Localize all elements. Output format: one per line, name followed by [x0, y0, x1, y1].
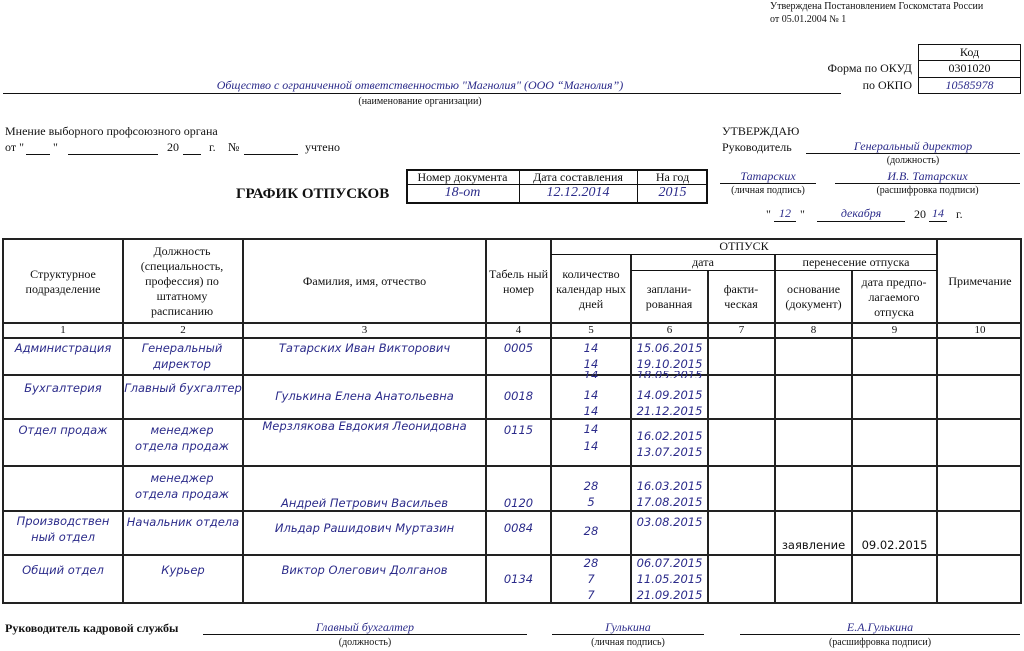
cell-dept: Бухгалтерия: [24, 381, 102, 395]
header-basis: основание (документ): [785, 282, 842, 311]
union-accounted: учтено: [305, 140, 341, 154]
codes-header: Код: [959, 45, 980, 59]
okpo-label: по ОКПО: [862, 78, 912, 92]
col-number: 9: [891, 324, 898, 336]
union-year-field[interactable]: [183, 154, 201, 155]
approve-decoding: И.В. Татарских: [887, 169, 968, 183]
approve-decoding-caption: (расшифровка подписи): [876, 185, 979, 196]
approval-note-line2: от 05.01.2004 № 1: [770, 14, 847, 25]
doc-number-label: Номер документа: [417, 170, 508, 184]
organization-line: [3, 93, 841, 94]
cell-position: менеджер отдела продаж: [134, 471, 230, 501]
cell-days: 7: [587, 572, 595, 586]
cell-planned: 16.02.2015: [636, 429, 703, 443]
footer-position-caption: (должность): [338, 637, 392, 648]
approve-signature-line: [720, 183, 816, 184]
cell-planned: 06.07.2015: [636, 556, 703, 570]
doc-number: 18-от: [444, 185, 481, 200]
cell-days: 14: [583, 341, 599, 355]
header-dept: Структурное подразделение: [25, 266, 101, 296]
cell-name: Татарских Иван Викторович: [278, 341, 451, 355]
document-title: ГРАФИК ОТПУСКОВ: [236, 186, 390, 202]
cell-name: Мерзлякова Евдокия Леонидовна: [262, 419, 467, 433]
approve-position: Генеральный директор: [853, 139, 973, 153]
col-number: 3: [361, 324, 368, 336]
header-tab: Табель ный номер: [489, 266, 548, 296]
cell-dept: Отдел продаж: [18, 423, 108, 437]
approve-position-line: [806, 153, 1020, 154]
approve-day-line: [774, 221, 796, 222]
footer-signature-line: [552, 634, 704, 635]
cell-name: Андрей Петрович Васильев: [280, 496, 448, 510]
header-days: количество календар ных дней: [556, 267, 626, 311]
cell-planned: 18.05.2015: [636, 371, 703, 378]
cell-name: Ильдар Рашидович Муртазин: [274, 521, 455, 535]
cell-position: менеджер отдела продаж: [134, 423, 230, 453]
approve-year-line: [929, 221, 947, 222]
cell-days: 14: [583, 371, 599, 378]
header-name: Фамилия, имя, отчество: [302, 274, 427, 288]
doc-year-label: На год: [655, 170, 690, 184]
cell-dept: Администрация: [14, 341, 112, 355]
footer-label: Руководитель кадровой службы: [5, 621, 179, 635]
cell-basis: заявление: [781, 538, 846, 552]
union-quote: ": [53, 140, 58, 154]
cell-tab: 0134: [503, 572, 534, 586]
union-number-field[interactable]: [244, 154, 298, 155]
doc-date: 12.12.2014: [546, 185, 610, 200]
cell-days: 7: [587, 588, 595, 602]
header-transfer-group: перенесение отпуска: [802, 255, 910, 269]
cell-dept: Производствен ный отдел: [16, 514, 110, 544]
approval-note: [770, 0, 983, 26]
cell-planned: 16.03.2015: [636, 479, 703, 493]
cell-planned: 03.08.2015: [636, 515, 703, 529]
cell-planned: 15.06.2015: [636, 341, 703, 355]
cell-planned: 17.08.2015: [636, 495, 703, 509]
footer-position-line: [203, 634, 527, 635]
approve-quote-open: ": [766, 207, 771, 221]
footer-decoding: Е.А.Гулькина: [846, 620, 914, 634]
cell-days: 14: [583, 357, 599, 371]
organization-caption: (наименование организации): [358, 96, 482, 107]
col-number: 1: [60, 324, 66, 336]
footer-signature-caption: (личная подпись): [591, 637, 665, 648]
header-note: Примечание: [948, 274, 1012, 288]
cell-planned: 13.07.2015: [636, 445, 703, 459]
col-number: 7: [738, 324, 745, 336]
header-planned: заплани- рованная: [645, 282, 693, 311]
approve-month-line: [817, 221, 905, 222]
union-title: Мнение выборного профсоюзного органа: [5, 124, 218, 138]
cell-position: Начальник отдела: [126, 515, 240, 529]
cell-days: 14: [583, 422, 599, 436]
approve-head-label: Руководитель: [722, 140, 792, 154]
cell-days: 28: [583, 479, 599, 493]
cell-tab: 0120: [503, 496, 534, 510]
okud-value: 0301020: [948, 61, 991, 75]
cell-days: 5: [587, 495, 595, 509]
approve-year-suffix: г.: [956, 207, 963, 221]
cell-dept: Общий отдел: [22, 563, 104, 577]
cell-days: 14: [583, 439, 599, 453]
approve-position-caption: (должность): [886, 155, 940, 166]
cell-planned: 19.10.2015: [636, 357, 703, 371]
union-month-field[interactable]: [68, 154, 158, 155]
approve-signature-caption: (личная подпись): [731, 185, 805, 196]
cell-planned: 21.09.2015: [636, 588, 703, 602]
union-year-suffix: г.: [209, 140, 216, 154]
cell-days: 28: [583, 556, 599, 570]
col-number: 10: [974, 324, 986, 336]
cell-planned: 14.09.2015: [636, 388, 703, 402]
approve-year: 14: [932, 206, 944, 220]
col-number: 6: [666, 324, 673, 336]
header-date-group: дата: [692, 255, 714, 269]
header-actual: факти- ческая: [723, 282, 759, 311]
okud-label: Форма по ОКУД: [827, 61, 912, 75]
cell-planned: 11.05.2015: [636, 572, 703, 586]
cell-tab: 0005: [503, 341, 534, 355]
cell-days: 14: [583, 388, 599, 402]
header-expected: дата предпо- лагаемого отпуска: [861, 274, 927, 319]
approve-decoding-line: [835, 183, 1020, 184]
col-number: 2: [180, 324, 186, 336]
union-year-prefix: 20: [167, 140, 179, 154]
approve-quote-close: ": [800, 207, 805, 221]
cell-days: 14: [583, 404, 599, 418]
footer-signature: Гулькина: [605, 620, 651, 634]
organization-name: Общество с ограниченной ответственностью "Магнолия" (ООО “Магнолия”): [216, 78, 624, 92]
cell-expected: 09.02.2015: [861, 538, 928, 552]
doc-date-label: Дата составления: [533, 170, 623, 184]
header-vacation: ОТПУСК: [719, 239, 769, 253]
cell-name: Гулькина Елена Анатольевна: [275, 389, 454, 403]
footer-decoding-line: [740, 634, 1020, 635]
cell-planned: 21.12.2015: [636, 404, 703, 418]
cell-name: Виктор Олегович Долганов: [281, 563, 448, 577]
approve-month: декабря: [840, 206, 882, 220]
col-number: 4: [515, 324, 522, 336]
approval-note-line1: Утверждена Постановлением Госкомстата России: [770, 1, 984, 12]
approve-title: УТВЕРЖДАЮ: [722, 124, 800, 138]
cell-position: Главный бухгалтер: [124, 381, 242, 395]
cell-days: 28: [583, 524, 599, 538]
footer-decoding-caption: (расшифровка подписи): [828, 637, 932, 648]
cell-tab: 0084: [503, 521, 534, 535]
cell-tab: 0115: [503, 423, 534, 437]
col-number: 5: [588, 324, 594, 336]
cell-tab: 0018: [503, 389, 534, 403]
footer-position: Главный бухгалтер: [315, 620, 415, 634]
union-day-field[interactable]: [26, 154, 50, 155]
col-number: 8: [810, 324, 817, 336]
union-number-sign: №: [228, 140, 240, 154]
union-from: от ": [5, 140, 24, 154]
approve-day: 12: [779, 206, 791, 220]
doc-year: 2015: [658, 185, 687, 200]
header-position: Должность (специальность, профессия) по штатному расписанию: [140, 244, 224, 318]
cell-position: Генеральный директор: [141, 341, 223, 371]
cell-position: Курьер: [161, 563, 205, 577]
approve-signature: Татарских: [740, 169, 796, 183]
approve-year-prefix: 20: [914, 207, 926, 221]
okpo-value: 10585978: [945, 78, 994, 92]
